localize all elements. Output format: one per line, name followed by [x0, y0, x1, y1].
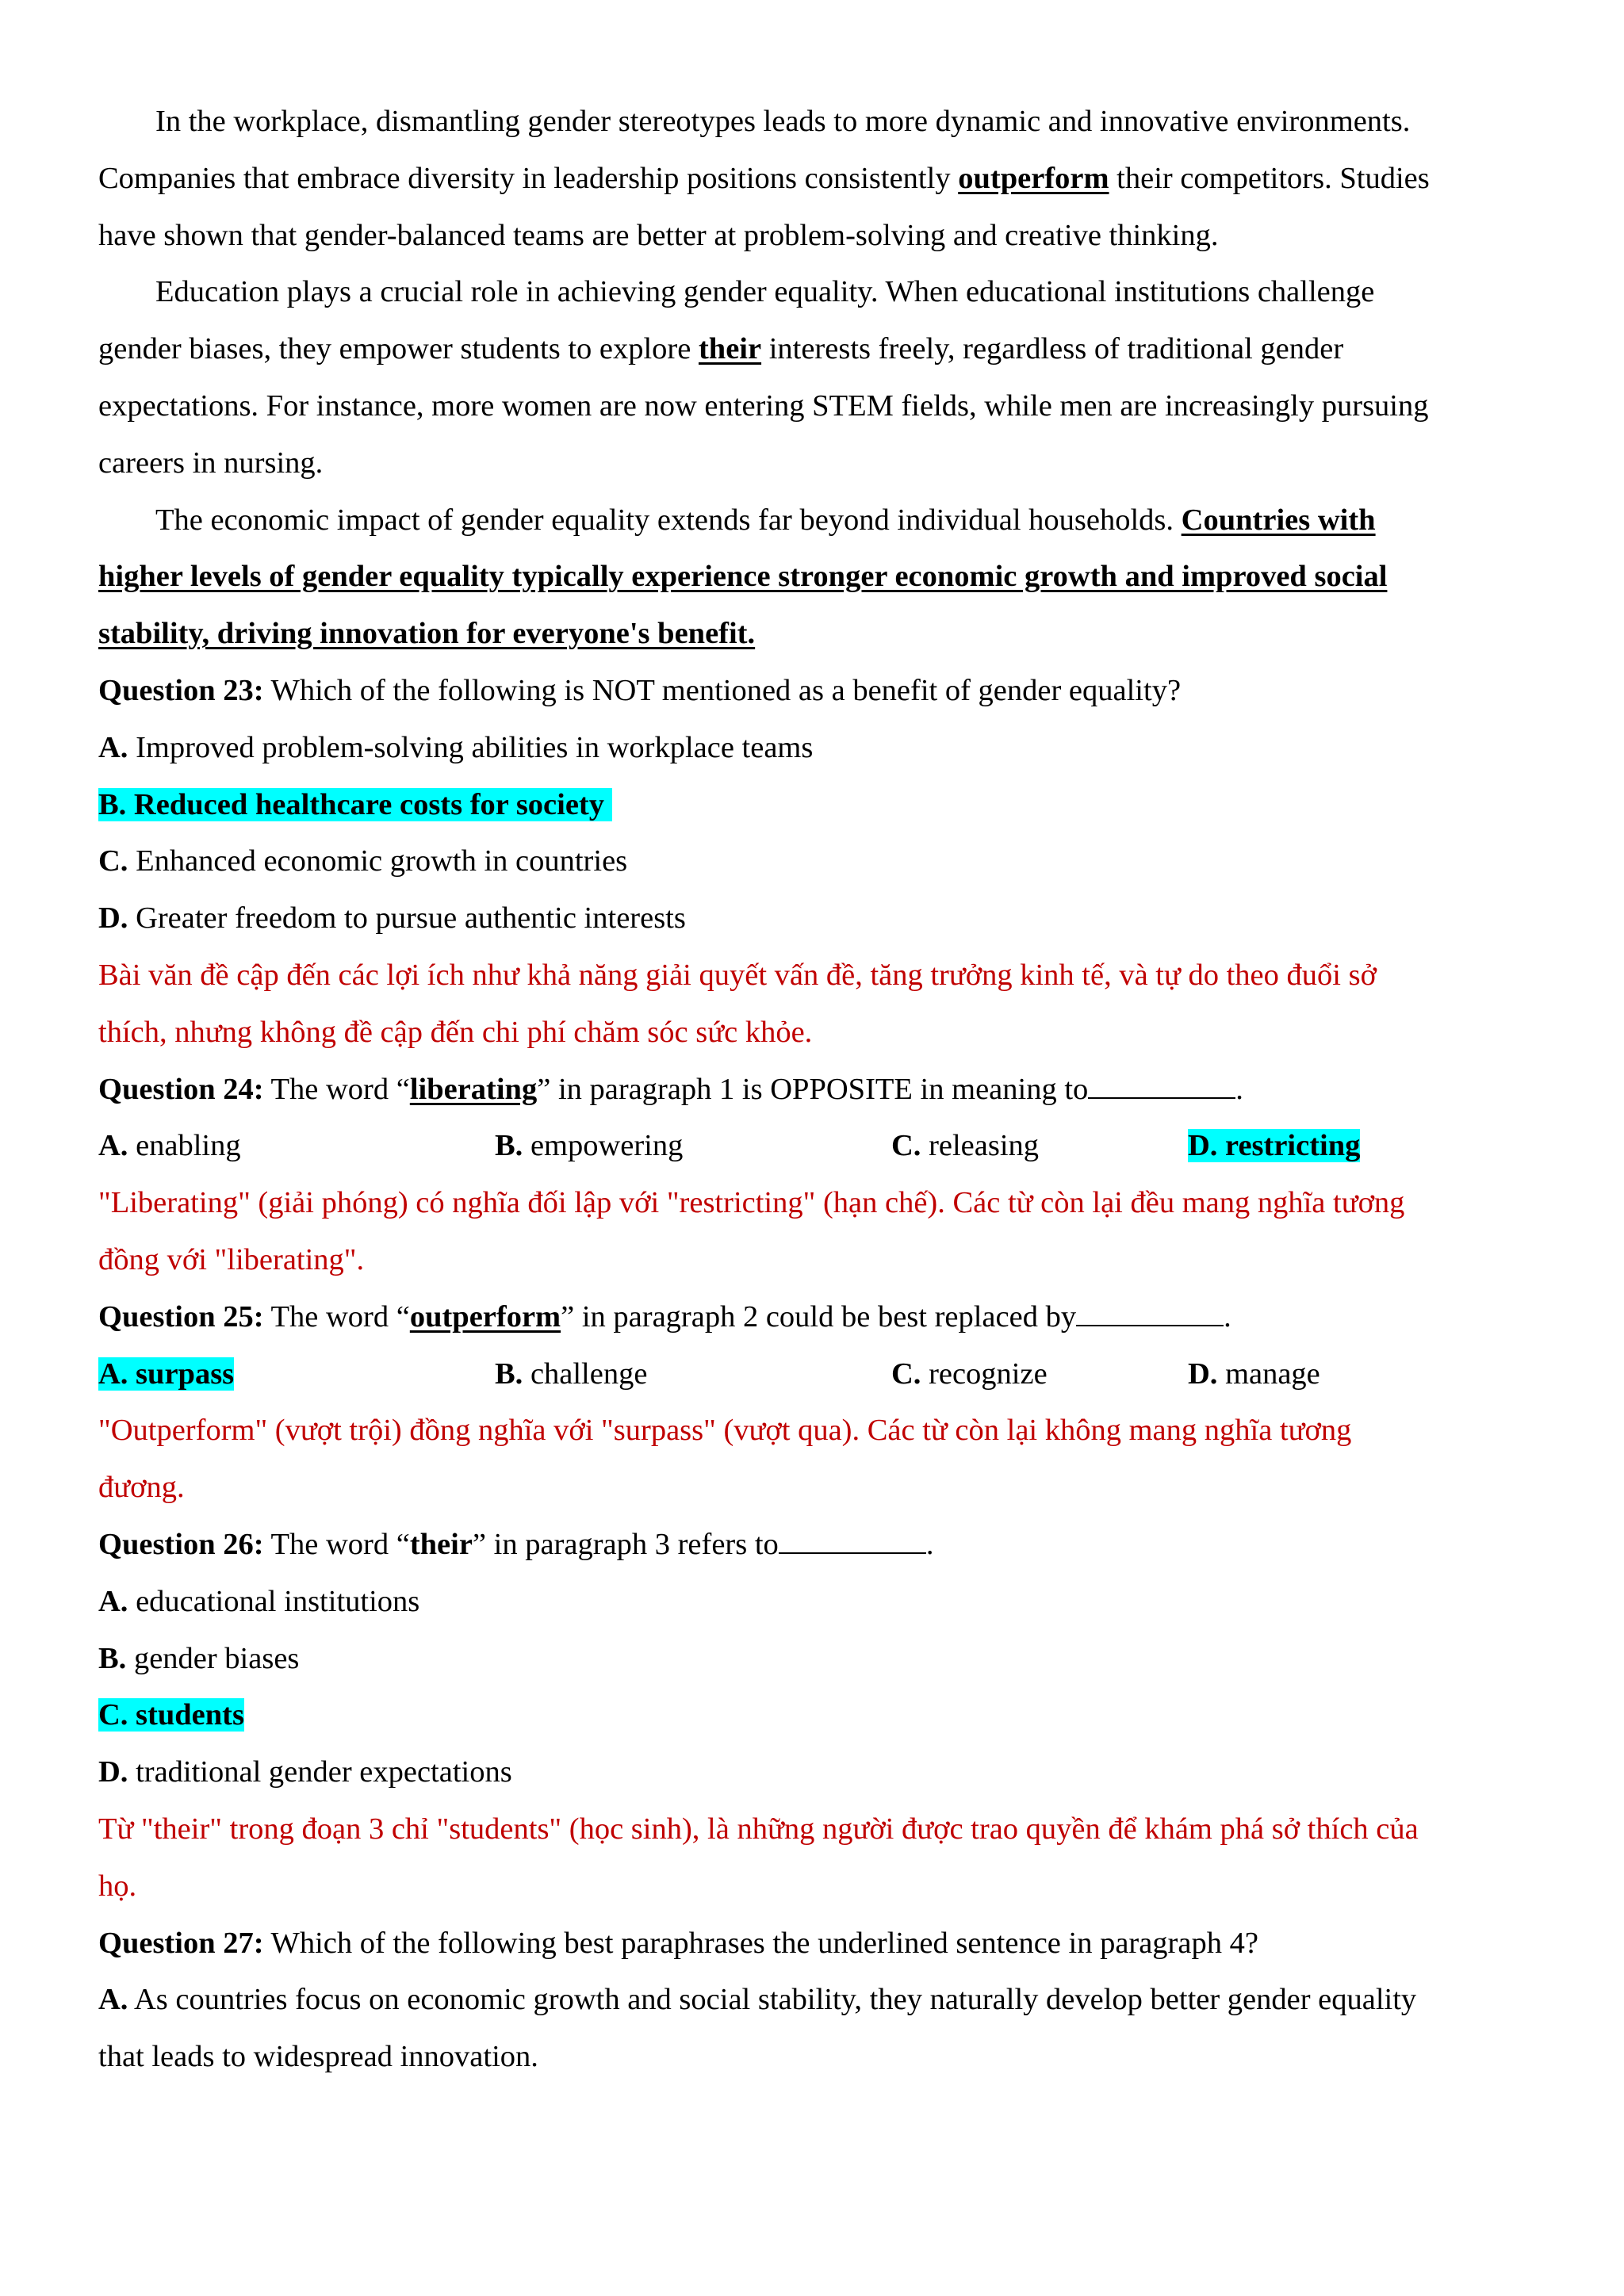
q25-option-a-answer [98, 1346, 234, 1403]
underlined-sentence-part-1: Countries with [1181, 503, 1376, 537]
question-24 [98, 1062, 1542, 1119]
q26-option-a [98, 1574, 1542, 1631]
q24-option-c [891, 1118, 1039, 1175]
paragraph-3-line-3: expectations. For instance, more women are now entering STEM fields, while men are increasingly pursuing [98, 388, 1429, 423]
paragraph-2-line-2 [98, 151, 1542, 208]
question-text: The word “ [263, 1527, 410, 1561]
option-text: releasing [921, 1129, 1040, 1163]
underlined-word-their: their [698, 332, 762, 366]
option-text: enabling [128, 1129, 241, 1163]
q23-option-a [98, 720, 1542, 777]
option-key: D. [1188, 1357, 1218, 1391]
text-run: The economic impact of gender equality extends far beyond individual households. [155, 503, 1182, 537]
option-text: Improved problem-solving abilities in workplace teams [128, 730, 814, 764]
q24-explanation-line-2: đồng với "liberating". [98, 1242, 365, 1276]
option-text: Enhanced economic growth in countries [128, 844, 628, 878]
question-text: Which of the following best paraphrases the underlined sentence in paragraph 4? [263, 1926, 1258, 1960]
question-text: ” in paragraph 1 is OPPOSITE in meaning to [537, 1072, 1089, 1106]
highlighted-answer: C. students [98, 1698, 244, 1732]
option-key: A. [98, 1584, 128, 1618]
option-key: B. [98, 1641, 127, 1675]
q25-options [98, 1346, 1542, 1403]
question-27 [98, 1915, 1542, 1973]
option-text: manage [1217, 1357, 1320, 1391]
paragraph-2-line-3: have shown that gender-balanced teams are better at problem-solving and creative thinking. [98, 218, 1219, 252]
question-23 [98, 663, 1542, 720]
option-text: challenge [523, 1357, 648, 1391]
text-run: their competitors. Studies [1109, 161, 1430, 195]
question-26 [98, 1517, 1542, 1574]
option-key: A. [98, 1129, 128, 1163]
question-label: Question 23: [98, 673, 264, 707]
q23-explanation-line-1: Bài văn đề cập đến các lợi ích như khả năng giải quyết vấn đề, tăng trưởng kinh tế, và tự do theo đuổi sở [98, 958, 1377, 992]
option-key: C. [891, 1129, 921, 1163]
q25-explanation-line-1: "Outperform" (vượt trội) đồng nghĩa với "surpass" (vượt qua). Các từ còn lại không mang nghĩa tương [98, 1414, 1352, 1448]
q23-explanation-line-2: thích, nhưng không đề cập đến chi phí chăm sóc sức khỏe. [98, 1015, 813, 1049]
target-word: outperform [409, 1299, 561, 1334]
option-key: D. [98, 901, 128, 936]
highlighted-answer: B. Reduced healthcare costs for society [98, 787, 612, 821]
q23-option-d [98, 890, 1542, 947]
question-end: . [925, 1527, 934, 1561]
underlined-sentence-part-2: higher levels of gender equality typically experience stronger economic growth and improved social [98, 560, 1388, 594]
paragraph-4-line-1 [98, 492, 1542, 549]
question-text: ” in paragraph 2 could be best replaced by [561, 1299, 1077, 1334]
q24-option-a [98, 1118, 241, 1175]
text-run: interests freely, regardless of traditional gender [761, 332, 1344, 366]
question-text: The word “ [263, 1299, 410, 1334]
paragraph-2-line-1: In the workplace, dismantling gender stereotypes leads to more dynamic and innovative environments. [155, 105, 1411, 138]
q26-option-b [98, 1631, 1542, 1688]
q26-option-c-answer [98, 1687, 1542, 1744]
q24-option-d-answer [1188, 1118, 1360, 1175]
q27-option-a-line-1 [98, 1972, 1542, 2029]
q25-option-c [891, 1346, 1048, 1403]
answer-blank [1088, 1073, 1235, 1099]
highlighted-answer: D. restricting [1188, 1129, 1361, 1163]
question-label: Question 25: [98, 1299, 264, 1334]
question-end: . [1235, 1072, 1243, 1106]
paragraph-4-line-3 [98, 606, 1542, 663]
option-key: C. [891, 1357, 921, 1391]
option-text: educational institutions [128, 1584, 420, 1618]
q23-option-c [98, 833, 1542, 890]
target-word: liberating [409, 1072, 538, 1106]
option-text: recognize [921, 1357, 1048, 1391]
question-label: Question 24: [98, 1072, 264, 1106]
option-text: As countries focus on economic growth and social stability, they naturally develop better gender equality [128, 1983, 1417, 2017]
option-text: empowering [523, 1129, 684, 1163]
target-word: their [409, 1527, 473, 1561]
option-key: D. [98, 1755, 128, 1789]
paragraph-3-line-4: careers in nursing. [98, 446, 324, 480]
q26-option-d [98, 1744, 1542, 1801]
q25-option-d [1188, 1346, 1320, 1403]
option-key: A. [98, 1983, 128, 2017]
text-run: Companies that embrace diversity in leadership positions consistently [98, 161, 959, 195]
q24-options [98, 1118, 1542, 1175]
question-end: . [1224, 1299, 1231, 1334]
paragraph-4-line-2 [98, 549, 1542, 606]
option-key: A. [98, 730, 128, 764]
q26-explanation-line-1: Từ "their" trong đoạn 3 chỉ "students" (học sinh), là những người được trao quyền để khám phá sở thích của [98, 1812, 1419, 1846]
option-key: C. [98, 844, 128, 878]
paragraph-3-line-1: Education plays a crucial role in achieving gender equality. When educational institutions challenge [155, 275, 1375, 309]
question-25 [98, 1289, 1542, 1346]
option-text: Greater freedom to pursue authentic interests [128, 901, 686, 936]
answer-blank [779, 1529, 926, 1554]
highlighted-answer: A. surpass [98, 1357, 235, 1391]
q27-option-a-line-2: that leads to widespread innovation. [98, 2040, 538, 2074]
option-text: gender biases [126, 1641, 300, 1675]
option-text: traditional gender expectations [128, 1755, 512, 1789]
q25-explanation-line-2: đương. [98, 1471, 185, 1505]
underlined-word-outperform: outperform [958, 161, 1109, 195]
question-text: ” in paragraph 3 refers to [472, 1527, 779, 1561]
question-label: Question 27: [98, 1926, 264, 1960]
q25-option-b [495, 1346, 647, 1403]
option-key: B. [495, 1129, 523, 1163]
text-run: gender biases, they empower students to explore [98, 332, 699, 366]
q23-option-b-answer [98, 777, 1542, 834]
document-page [98, 94, 1542, 2086]
q24-explanation-line-1: "Liberating" (giải phóng) có nghĩa đối lập với "restricting" (hạn chế). Các từ còn lại đều mang nghĩa tương [98, 1186, 1405, 1220]
question-label: Question 26: [98, 1527, 264, 1561]
q24-option-b [495, 1118, 683, 1175]
paragraph-3-line-2 [98, 321, 1542, 378]
question-text: Which of the following is NOT mentioned as a benefit of gender equality? [263, 673, 1182, 707]
question-text: The word “ [263, 1072, 410, 1106]
answer-blank [1076, 1301, 1224, 1326]
underlined-sentence-part-3: stability, driving innovation for everyone's benefit. [98, 617, 756, 651]
option-key: B. [495, 1357, 523, 1391]
q26-explanation-line-2: họ. [98, 1869, 137, 1903]
